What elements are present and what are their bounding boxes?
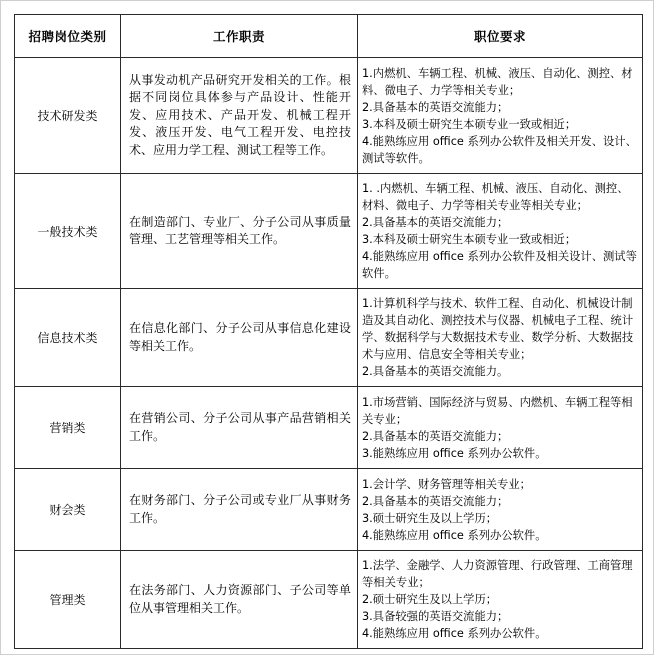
requirement-item: 3.具备较强的英语交流能力； (362, 610, 509, 623)
table-row (15, 289, 643, 387)
table-header-row (15, 15, 643, 58)
category-cell: 信息技术类 (15, 289, 121, 387)
duties-cell: 在营销公司、分子公司从事产品营销相关工作。 (121, 387, 358, 469)
requirement-item: 2.硕士研究生及以上学历； (362, 593, 498, 606)
duties-cell: 在制造部门、专业厂、分子公司从事质量管理、工艺管理等相关工作。 (121, 174, 358, 289)
table-row (15, 174, 643, 289)
requirement-item: 2.具备基本的英语交流能力； (362, 100, 509, 114)
requirements-cell (358, 551, 643, 649)
requirement-item: 1.内燃机、车辆工程、机械、液压、自动化、测控、材料、微电子、力学等相关专业； (362, 66, 633, 97)
requirements-cell (358, 174, 643, 289)
requirement-item: 2.具备基本的英语交流能力； (362, 494, 509, 508)
category-cell: 管理类 (15, 551, 121, 649)
requirements-cell (358, 58, 643, 174)
requirements-cell (358, 469, 643, 551)
requirement-item: 4.能熟练应用 office 系列办公软件。 (362, 627, 547, 640)
table-row (15, 58, 643, 174)
category-cell: 财会类 (15, 469, 121, 551)
requirement-item: 3.硕士研究生及以上学历； (362, 511, 498, 525)
requirement-item: 2.具备基本的英语交流能力； (362, 216, 509, 229)
requirement-item: 3.本科及硕士研究生本硕专业一致或相近； (362, 233, 577, 246)
requirements-cell (358, 387, 643, 469)
requirement-item: 3.本科及硕士研究生本硕专业一致或相近； (362, 117, 577, 131)
header-requirements: 职位要求 (358, 15, 643, 58)
duties-cell: 在财务部门、分子公司或专业厂从事财务工作。 (121, 469, 358, 551)
requirement-item: 1.法学、金融学、人力资源管理、行政管理、工商管理等相关专业； (362, 559, 633, 589)
requirement-item: 4.能熟练应用 office 系列办公软件。 (362, 528, 547, 542)
table-row (15, 387, 643, 469)
header-category: 招聘岗位类别 (15, 15, 121, 58)
requirement-item: 4.能熟练应用 office 系列办公软件及相关设计、测试等软件。 (362, 250, 637, 280)
category-cell: 营销类 (15, 387, 121, 469)
duties-cell: 从事发动机产品研究开发相关的工作。根据不同岗位具体参与产品设计、性能开发、应用技术、产品开发、机械工程开发、液压开发、电气工程开发、电控技术、应用力学工程、测试工程等工作。 (121, 58, 358, 174)
duties-cell: 在法务部门、人力资源部门、子公司等单位从事管理相关工作。 (121, 551, 358, 649)
requirement-item: 4.能熟练应用 office 系列办公软件及相关开发、设计、测试等软件。 (362, 134, 637, 165)
requirement-item: 2.具备基本的英语交流能力。 (362, 365, 509, 378)
requirement-item: 3.能熟练应用 office 系列办公软件。 (362, 446, 547, 460)
requirement-item: 1.计算机科学与技术、软件工程、自动化、机械设计制造及其自动化、测控技术与仪器、机械电子工程、统计学、数据科学与大数据技术专业、数学分析、大数据技术与应用、信息安全等相关专业； (362, 297, 634, 361)
requirement-item: 1.会计学、财务管理等相关专业； (362, 477, 531, 491)
header-duties: 工作职责 (121, 15, 358, 58)
requirement-item: 1. .内燃机、车辆工程、机械、液压、自动化、测控、材料、微电子、力学等相关专业等相关专业； (362, 182, 629, 212)
category-cell: 一般技术类 (15, 174, 121, 289)
requirement-item: 1.市场营销、国际经济与贸易、内燃机、车辆工程等相关专业； (362, 395, 633, 426)
table-row (15, 551, 643, 649)
requirement-item: 2.具备基本的英语交流能力； (362, 429, 509, 443)
requirements-cell (358, 289, 643, 387)
recruitment-table (14, 14, 643, 649)
table-row (15, 469, 643, 551)
category-cell: 技术研发类 (15, 58, 121, 174)
duties-cell: 在信息化部门、分子公司从事信息化建设等相关工作。 (121, 289, 358, 387)
